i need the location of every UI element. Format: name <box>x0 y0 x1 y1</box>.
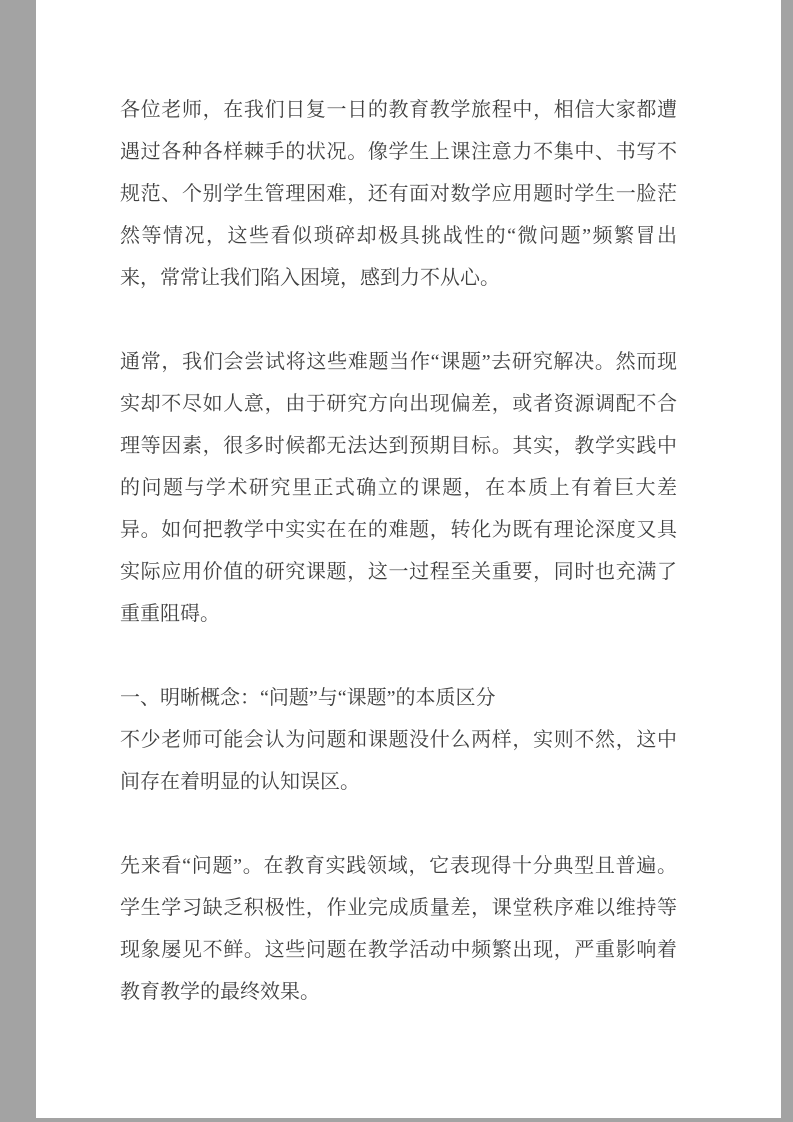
paragraph-problem-vs-topic: 通常，我们会尝试将这些难题当作“课题”去研究解决。然而现实却不尽如人意，由于研究方向出现偏差，或者资源调配不合理等因素，很多时候都无法达到预期目标。其实，教学实践中的问题与学术研究里正式确立的课题，在本质上有着巨大差异。如何把教学中实实在在的难题，转化为既有理论深度又具实际应用价值的研究课题，这一过程至关重要，同时也充满了重重阻碍。 <box>120 351 677 625</box>
document-body <box>120 89 677 1013</box>
section-heading-concepts: 一、明晰概念：“问题”与“课题”的本质区分 <box>120 687 496 709</box>
viewer-background-bottom <box>0 1118 793 1122</box>
paragraph-misconception: 不少老师可能会认为问题和课题没什么两样，实则不然，这中间存在着明显的认知误区。 <box>120 729 677 793</box>
viewer-background-left <box>0 0 36 1122</box>
paragraph-problem-examples: 先来看“问题”。在教育实践领域，它表现得十分典型且普遍。学生学习缺乏积极性，作业完成质量差，课堂秩序难以维持等现象屡见不鲜。这些问题在教学活动中频繁出现，严重影响着教育教学的最终效果。 <box>120 855 677 1003</box>
paragraph-intro: 各位老师，在我们日复一日的教育教学旅程中，相信大家都遭遇过各种各样棘手的状况。像学生上课注意力不集中、书写不规范、个别学生管理困难，还有面对数学应用题时学生一脸茫然等情况，这些看似琐碎却极具挑战性的“微问题”频繁冒出来，常常让我们陷入困境，感到力不从心。 <box>120 99 677 289</box>
viewer-background-right <box>781 0 793 1122</box>
